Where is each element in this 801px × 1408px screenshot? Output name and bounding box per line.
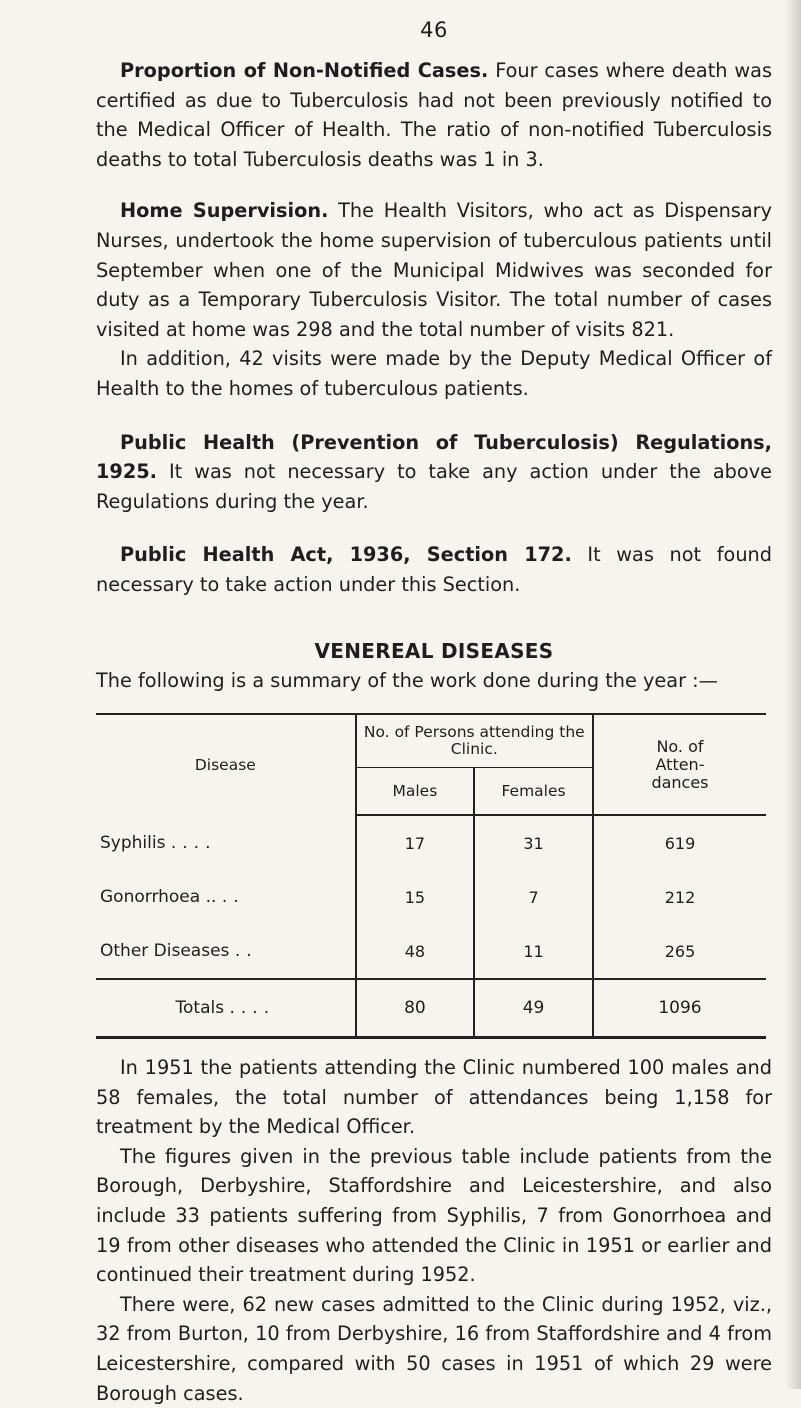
paragraph-non-notified (96, 56, 772, 174)
document-page (96, 18, 772, 1408)
paragraph-act-1936 (96, 540, 772, 599)
leader-dots: .... (170, 832, 217, 853)
table-row (96, 870, 766, 924)
table-header-row (96, 714, 766, 768)
paragraph-new-cases: There were, 62 new cases admitted to the Clinic during 1952, viz., 32 from Burton, 10 from Derbyshire, 16 from Staffordshire and 4 from Leicestershire, compared with 50 cases in 1951 of which 29 were Borough cases. (96, 1292, 772, 1405)
page-edge-shadow (785, 0, 801, 1389)
paragraph-1951-patients: In 1951 the patients attending the Clinic numbered 100 males and 58 females, the total number of attendances being 1,158 for treatment by the Medical Officer. (96, 1056, 772, 1139)
header-attendances-text: No. of Atten- dances (651, 736, 709, 792)
venereal-table (96, 713, 766, 1039)
heading-act-1936: Public Health Act, 1936, Section 172. (120, 543, 572, 567)
cell-disease (96, 815, 356, 870)
header-males: Males (356, 768, 474, 816)
cell-males: 17 (356, 815, 474, 870)
header-persons: No. of Persons attending the Clinic. (356, 714, 593, 768)
paragraph-regulations-1925 (96, 428, 772, 517)
totals-label: Totals (175, 998, 225, 1019)
cell-totals-label (96, 979, 356, 1038)
disease-label: Syphilis (100, 832, 166, 853)
cell-females: 31 (474, 815, 593, 870)
page-number: 46 (420, 18, 448, 42)
cell-males: 48 (356, 924, 474, 979)
table-row (96, 815, 766, 870)
cell-total-attendances: 1096 (593, 979, 766, 1038)
leader-dots: .. (221, 887, 245, 908)
cell-females: 7 (474, 870, 593, 924)
heading-regulations-1925: Public Health (Prevention of Tuberculosis) Regulations, 1925. (96, 430, 772, 484)
paragraph-deputy-visits: In addition, 42 visits were made by the Deputy Medical Officer of Health to the homes of tuberculous patients. (96, 347, 772, 400)
header-attendances (593, 714, 766, 815)
cell-males: 15 (356, 870, 474, 924)
cell-total-males: 80 (356, 979, 474, 1038)
cell-attendances: 265 (664, 941, 696, 961)
cell-disease (96, 924, 356, 979)
text-regulations-1925: It was not necessary to take any action under the above Regulations during the year. (96, 460, 772, 513)
cell-attendances: 212 (664, 887, 696, 907)
section-title-venereal: VENEREAL DISEASES (314, 638, 554, 663)
cell-disease (96, 870, 356, 924)
leader-dots: .. (234, 941, 258, 962)
totals-row (96, 979, 766, 1038)
text-non-notified: Four cases where death was certified as due to Tuberculosis had not been previously notified to the Medical Officer of Health. The ratio of non-notified Tuberculosis deaths to total Tuberculosis deaths was 1 in 3. (96, 59, 772, 171)
heading-non-notified: Proportion of Non-Notified Cases. (120, 59, 489, 82)
table-row (96, 924, 766, 979)
paragraph-home-supervision (96, 196, 772, 344)
disease-label: Gonorrhoea .. (100, 887, 217, 908)
header-disease: Disease (96, 714, 356, 815)
venereal-intro: The following is a summary of the work done during the year :— (96, 668, 718, 692)
cell-total-females: 49 (474, 979, 593, 1038)
cell-attendances: 619 (664, 833, 696, 853)
heading-home-supervision: Home Supervision. (120, 199, 329, 223)
disease-label: Other Diseases (100, 941, 230, 962)
leader-dots: .... (229, 998, 276, 1019)
header-females: Females (474, 768, 593, 816)
paragraph-figures-include: The figures given in the previous table include patients from the Borough, Derbyshire, Staffordshire and Leicestershire, and also include 33 patients suffering from Syphilis, 7 from Gonorrhoea and 19 from other diseases who attended the Clinic in 1951 or earlier and continued their treatment during 1952. (96, 1144, 772, 1287)
text-home-supervision: The Health Visitors, who act as Dispensary Nurses, undertook the home supervision of tuberculous patients until September when one of the Municipal Midwives was seconded for duty as a Temporary Tuberculosis Visitor. The total number of cases visited at home was 298 and the total number of visits 821. (96, 199, 772, 341)
cell-females: 11 (474, 924, 593, 979)
text-act-1936: It was not found necessary to take action under this Section. (96, 543, 772, 596)
